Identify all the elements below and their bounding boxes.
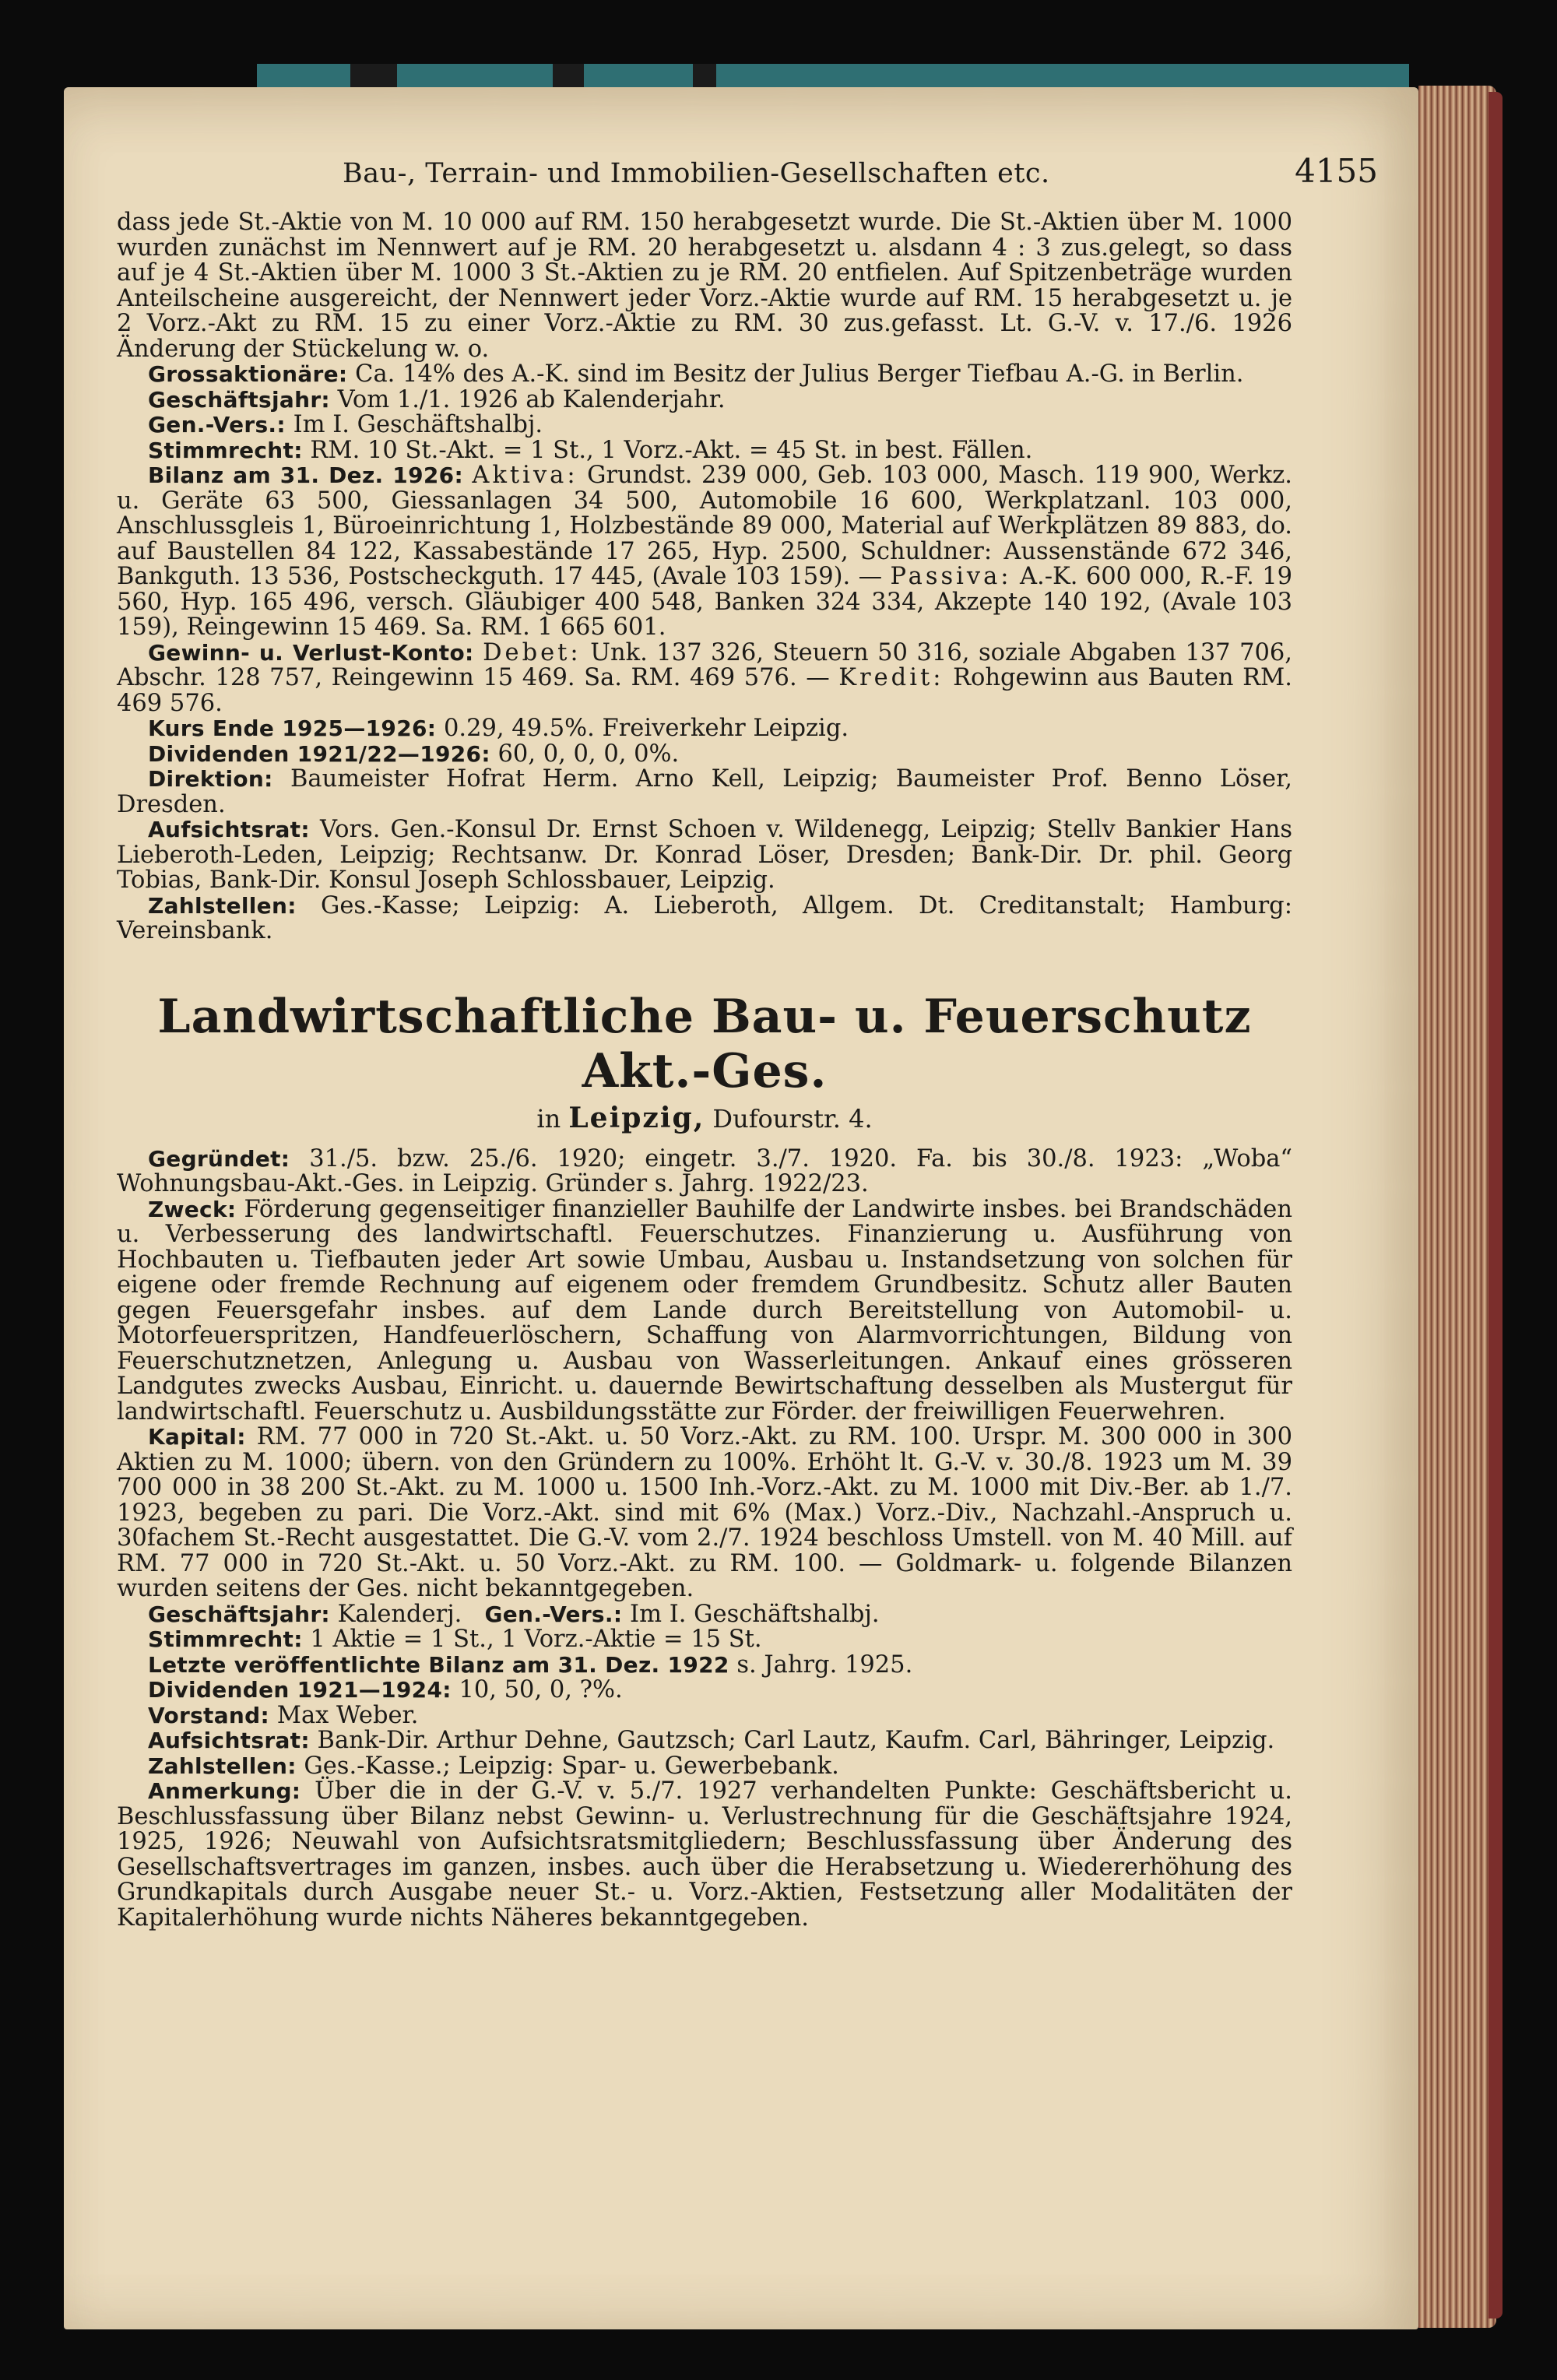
aufsichtsrat: Aufsichtsrat: Bank-Dir. Arthur Dehne, Gautzsch; Carl Lautz, Kaufm. Carl, Bähringer, Leipzig. xyxy=(148,1727,1275,1754)
zahlstellen: Zahlstellen: Ges.-Kasse.; Leipzig: Spar- u. Gewerbebank. xyxy=(148,1752,839,1780)
dividenden: Dividenden 1921/22—1926: 60, 0, 0, 0, 0%. xyxy=(148,740,680,768)
bilanz: Bilanz am 31. Dez. 1926: Aktiva: Grundst. 239 000, Geb. 103 000, Masch. 119 900, Werkz. u. Geräte 63 500, Giessanlagen 34 500, Automobile 16 600, Werkplatzanl. 103 000, Anschlussgleis 1, Büroeinrichtung 1, Holzbestände 89 000, Material auf Werkplätzen 89 883, do. auf Baustellen 84 122, Kassabestände 17 265, Hyp. 2500, Schuldner: Aussenstände 672 346, Bankguth. 13 536, Postscheckguth. 17 445, (Avale 103 159). — Passiva: A.-K. 600 000, R.-F. 19 560, Hyp. 165 496, versch. Gläubiger 400 548, Banken 324 334, Akzepte 140 192, (Avale 103 159), Reingewinn 15 469. Sa. RM. 1 665 601. xyxy=(117,462,1293,641)
gegruendet: Gegründet: 31./5. bzw. 25./6. 1920; eingetr. 3./7. 1920. Fa. bis 30./8. 1923: „Woba“ Wohnungsbau-Akt.-Ges. in Leipzig. Gründer s. Jahrg. 1922/23. xyxy=(117,1144,1292,1197)
zweck: Zweck: Förderung gegenseitiger finanzieller Bauhilfe der Landwirte insbes. bei Brandschäden u. Verbesserung des landwirtschaftl. Feuerschutzes. Finanzierung u. Ausführung von Hochbauten u. Tiefbauten jeder Art sowie Umbau, Ausbau u. Instandsetzung von solchen für eigene oder fremde Rechnung auf eigenem oder fremdem Grundbesitz. Schutz aller Bauten gegen Feuersgefahr insbes. auf dem Lande durch Bereitstellung von Automobil- u. Motorfeuerspritzen, Handfeuerlöschern, Schaffung von Alarmvorrichtungen, Bildung von Feuerschutznetzen, Anlegung u. Ausbau von Wasserleitungen. Ankauf eines grösseren Landgutes zwecks Ausbau, Einricht. u. dauernde Bewirtschaftung desselben als Mustergut für landwirtschaftl. Feuerschutz u. Ausbildungsstätte zur Förder. der freiwilligen Feuerwehren. xyxy=(117,1195,1292,1426)
stimmrecht: Stimmrecht: RM. 10 St.-Akt. = 1 St., 1 Vorz.-Akt. = 45 St. in best. Fällen. xyxy=(148,436,1033,464)
letzte-bilanz: Letzte veröffentlichte Bilanz am 31. Dez. 1922 s. Jahrg. 1925. xyxy=(148,1651,913,1679)
page-number: 4155 xyxy=(1295,152,1378,190)
kurs: Kurs Ende 1925—1926: 0.29, 49.5%. Freiverkehr Leipzig. xyxy=(148,715,849,742)
stimmrecht: Stimmrecht: 1 Aktie = 1 St., 1 Vorz.-Aktie = 15 St. xyxy=(148,1626,762,1653)
geschaeftsjahr: Geschäftsjahr: Vom 1./1. 1926 ab Kalenderjahr. xyxy=(148,385,726,413)
grossaktionaere: Grossaktionäre: Ca. 14% des A.-K. sind im Besitz der Julius Berger Tiefbau A.-G. in Berlin. xyxy=(148,360,1244,388)
zahlstellen: Zahlstellen: Ges.-Kasse; Leipzig: A. Lieberoth, Allgem. Dt. Creditanstalt; Hamburg: Vereinsbank. xyxy=(117,891,1292,944)
dividenden: Dividenden 1921—1924: 10, 50, 0, ?%. xyxy=(148,1676,623,1703)
anmerkung: Anmerkung: Über die in der G.-V. v. 5./7. 1927 verhandelten Punkte: Geschäftsbericht u. Beschlussfassung über Bilanz nebst Gewinn- u. Verlustrechnung für die Geschäftsjahre 1924, 1925, 1926; Neuwahl von Aufsichtsratsmitgliedern; Beschlussfassung über Änderung des Gesellschaftsvertrages im ganzen, insbes. auch über die Herabsetzung u. Wiedererhöhung des Grundkapitals durch Ausgabe neuer St.- u. Vorz.-Aktien, Festsetzung aller Modalitäten der Kapitalerhöhung wurde nichts Näheres bekanntgegeben. xyxy=(117,1777,1292,1932)
page-stack-edge xyxy=(1418,86,1496,2328)
geschaeftsjahr-genvers: Geschäftsjahr: Kalenderj. Gen.-Vers.: Im I. Geschäftshalbj. xyxy=(148,1600,880,1628)
company-title: Landwirtschaftliche Bau- u. Feuerschutz Akt.-Ges. xyxy=(157,989,1252,1099)
book-cover-edge xyxy=(1488,92,1503,2318)
entry-landwirtschaftliche xyxy=(117,990,1292,1932)
intro-text: dass jede St.-Aktie von M. 10 000 auf RM. 150 herabgesetzt wurde. Die St.-Aktien über M. 1000 wurden zunächst im Nennwert auf je RM. 20 herabgesetzt u. alsdann 4 : 3 zus.gelegt, so dass auf je 4 St.-Aktien über M. 1000 3 St.-Aktien zu je RM. 20 entfielen. Auf Spitzenbeträge wurden Anteilscheine ausgereicht, der Nennwert jeder Vorz.-Aktie wurde auf RM. 15 herabgesetzt u. je 2 Vorz.-Akt zu RM. 15 zu einer Vorz.-Aktie zu RM. 30 zus.gefasst. Lt. G.-V. v. 17./6. 1926 Änderung der Stückelung w. o. xyxy=(117,209,1292,363)
entry-continued xyxy=(117,210,1292,944)
direktion: Direktion: Baumeister Hofrat Herm. Arno Kell, Leipzig; Baumeister Prof. Benno Löser, Dresden. xyxy=(117,765,1292,818)
running-head: Bau-, Terrain- und Immobilien-Gesellschaften etc. xyxy=(343,158,1050,189)
kapital: Kapital: RM. 77 000 in 720 St.-Akt. u. 50 Vorz.-Akt. zu RM. 100. Urspr. M. 300 000 in 300 Aktien zu M. 1000; übern. von den Gründern zu 100%. Erhöht lt. G.-V. v. 30./8. 1923 um M. 39 700 000 in 38 200 St.-Akt. zu M. 1000 u. 1500 Inh.-Vorz.-Akt. zu M. 1000 mit Div.-Ber. ab 1./7. 1923, begeben zu pari. Die Vorz.-Akt. sind mit 6% (Max.) Vorz.-Div., Nachzahl.-Anspruch u. 30fachem St.-Recht ausgestattet. Die G.-V. vom 2./7. 1924 beschloss Umstell. von M. 40 Mill. auf RM. 77 000 in 720 St.-Akt. u. 50 Vorz.-Akt. zu RM. 100. — Goldmark- u. folgende Bilanzen wurden seitens der Ges. nicht bekanntgegeben. xyxy=(117,1423,1292,1602)
page-content xyxy=(117,152,1378,1932)
gen-vers: Gen.-Vers.: Im I. Geschäftshalbj. xyxy=(148,411,543,438)
aufsichtsrat: Aufsichtsrat: Vors. Gen.-Konsul Dr. Ernst Schoen v. Wildenegg, Leipzig; Stellv Bankier Hans Lieberoth-Leden, Leipzig; Rechtsanw. Dr. Konrad Löser, Dresden; Bank-Dir. Dr. phil. Georg Tobias, Bank-Dir. Konsul Joseph Schlossbauer, Leipzig. xyxy=(117,816,1292,894)
running-header xyxy=(343,152,1378,190)
gewinn-verlust-konto: Gewinn- u. Verlust-Konto: Debet: Unk. 137 326, Steuern 50 316, soziale Abgaben 137 706, Abschr. 128 757, Reingewinn 15 469. Sa. RM. 469 576. — Kredit: Rohgewinn aus Bauten RM. 469 576. xyxy=(117,638,1292,717)
company-location: in Leipzig, Dufourstr. 4. xyxy=(536,1101,873,1134)
vorstand: Vorstand: Max Weber. xyxy=(148,1701,419,1729)
